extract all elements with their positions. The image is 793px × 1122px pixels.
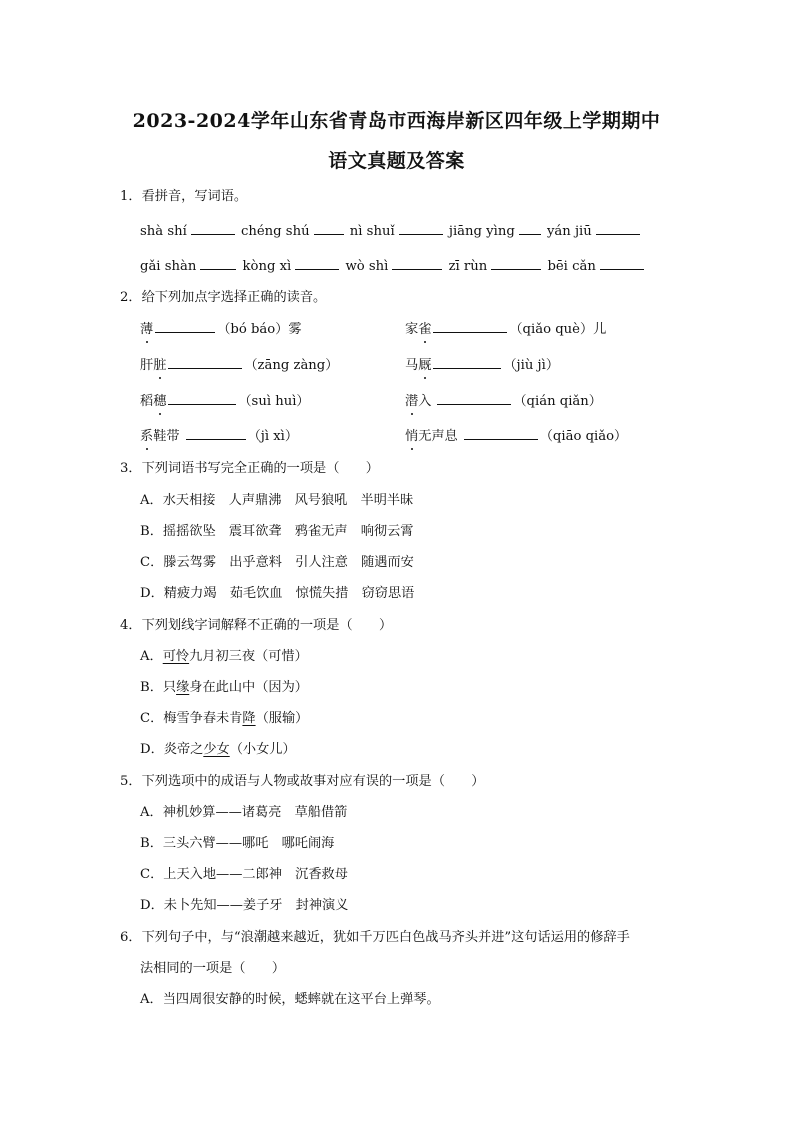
pronunciation-options: （jì xì） <box>247 429 299 444</box>
q4-stem: 4．下列划线字词解释不正确的一项是（ ） <box>120 618 393 633</box>
answer-blank[interactable] <box>314 221 344 235</box>
answer-blank[interactable] <box>200 256 236 270</box>
q5-option-a[interactable]: A．神机妙算——诸葛亮 草船借箭 <box>140 805 348 820</box>
answer-blank[interactable] <box>295 256 339 270</box>
answer-blank[interactable] <box>437 391 511 405</box>
dotted-char: 雀 <box>418 322 432 337</box>
q6-stem: 6．下列句子中，与“浪潮越来越近，犹如千万匹白色战马齐头并进”这句话运用的修辞手 <box>120 930 630 945</box>
pinyin-item: nì shuǐ <box>349 224 395 239</box>
q4-option-d[interactable]: D．炎帝之少女（小女儿） <box>140 742 296 757</box>
q2-item: 稻穗 （suì huì） <box>140 391 310 411</box>
answer-blank[interactable] <box>464 426 538 440</box>
q3-option-d[interactable]: D．精疲力竭 茹毛饮血 惊慌失措 窃窃思语 <box>140 586 415 601</box>
underlined-word: 缘 <box>176 680 190 695</box>
q1-row1 <box>140 221 642 241</box>
pronunciation-options: （suì huì） <box>238 394 310 409</box>
answer-blank[interactable] <box>168 355 242 369</box>
q2-stem: 2．给下列加点字选择正确的读音。 <box>120 290 327 305</box>
q2-item: 悄无声息 （qiāo qiǎo） <box>405 426 627 446</box>
pinyin-item: chéng shú <box>241 224 310 239</box>
dotted-char: 厩 <box>418 358 432 373</box>
q5-option-d[interactable]: D．未卜先知——姜子牙 封神演义 <box>140 898 349 913</box>
q5-stem: 5．下列选项中的成语与人物或故事对应有误的一项是（ ） <box>120 774 485 789</box>
q1-stem: 1．看拼音，写词语。 <box>120 189 248 204</box>
q5-option-c[interactable]: C．上天入地——二郎神 沉香救母 <box>140 867 348 882</box>
answer-blank[interactable] <box>399 221 443 235</box>
q2-item <box>140 319 302 339</box>
pronunciation-options: （qiāo qiǎo） <box>539 429 628 444</box>
answer-blank[interactable] <box>596 221 640 235</box>
q5-option-b[interactable]: B．三头六臂——哪吒 哪吒闹海 <box>140 836 335 851</box>
pronunciation-options: （zāng zàng） <box>244 358 339 373</box>
pinyin-item: jiāng yìng <box>448 224 515 239</box>
q3-option-a[interactable]: A．水天相接 人声鼎沸 风号狼吼 半明半昧 <box>140 493 414 508</box>
q2-item: 潜入 （qián qiǎn） <box>405 391 602 411</box>
pinyin-item: zī rùn <box>448 259 488 274</box>
pronunciation-options: （qián qiǎn） <box>513 394 602 409</box>
underlined-word: 可怜 <box>162 649 190 664</box>
q3-stem: 3．下列词语书写完全正确的一项是（ ） <box>120 461 379 476</box>
dotted-char: 潜 <box>405 394 419 409</box>
dotted-char: 系 <box>140 429 154 444</box>
dotted-char: 薄 <box>140 322 154 337</box>
dotted-char: 穗 <box>153 394 167 409</box>
dotted-char: 悄 <box>405 429 419 444</box>
pinyin-item: wò shì <box>345 259 389 274</box>
answer-blank[interactable] <box>186 426 246 440</box>
q6-stem-continued: 法相同的一项是（ ） <box>140 961 286 976</box>
pinyin-item: shà shí <box>140 224 187 239</box>
answer-blank[interactable] <box>433 355 501 369</box>
underlined-word: 降 <box>242 711 256 726</box>
answer-blank[interactable] <box>168 391 236 405</box>
pinyin-item: gǎi shàn <box>140 259 197 274</box>
answer-blank[interactable] <box>155 319 215 333</box>
pronunciation-options: （jiù jì） <box>503 358 560 373</box>
underlined-word: 少女 <box>203 742 230 757</box>
answer-blank[interactable] <box>519 221 541 235</box>
answer-blank[interactable] <box>433 319 507 333</box>
q1-row2 <box>140 256 646 276</box>
q2-item: 家雀 （qiǎo què）儿 <box>405 319 606 339</box>
q4-option-b[interactable]: B．只缘身在此山中（因为） <box>140 680 308 695</box>
answer-blank[interactable] <box>491 256 541 270</box>
pinyin-item: bēi cǎn <box>547 259 596 274</box>
q3-option-c[interactable]: C．滕云驾雾 出乎意料 引人注意 随遇而安 <box>140 555 414 570</box>
pronunciation-options: （bó báo）雾 <box>217 322 302 337</box>
pinyin-item: kòng xì <box>242 259 292 274</box>
q2-item: 系鞋带 （jì xì） <box>140 426 298 446</box>
q4-option-a[interactable]: A．可怜九月初三夜（可惜） <box>140 649 308 664</box>
page-subtitle: 语文真题及答案 <box>328 150 465 172</box>
q6-option-a[interactable]: A．当四周很安静的时候，蟋蟀就在这平台上弹琴。 <box>140 992 440 1007</box>
answer-blank[interactable] <box>191 221 235 235</box>
q3-option-b[interactable]: B．摇摇欲坠 震耳欲聋 鸦雀无声 响彻云霄 <box>140 524 414 539</box>
q2-item: 马厩 （jiù jì） <box>405 355 559 375</box>
page-title: 2023-2024学年山东省青岛市西海岸新区四年级上学期期中 <box>132 110 661 132</box>
q2-item: 肝脏 （zāng zàng） <box>140 355 338 375</box>
dotted-char: 脏 <box>153 358 167 373</box>
answer-blank[interactable] <box>600 256 644 270</box>
pinyin-item: yán jiū <box>546 224 592 239</box>
pronunciation-options: （qiǎo què）儿 <box>509 322 607 337</box>
answer-blank[interactable] <box>392 256 442 270</box>
q4-option-c[interactable]: C．梅雪争春未肯降（服输） <box>140 711 309 726</box>
